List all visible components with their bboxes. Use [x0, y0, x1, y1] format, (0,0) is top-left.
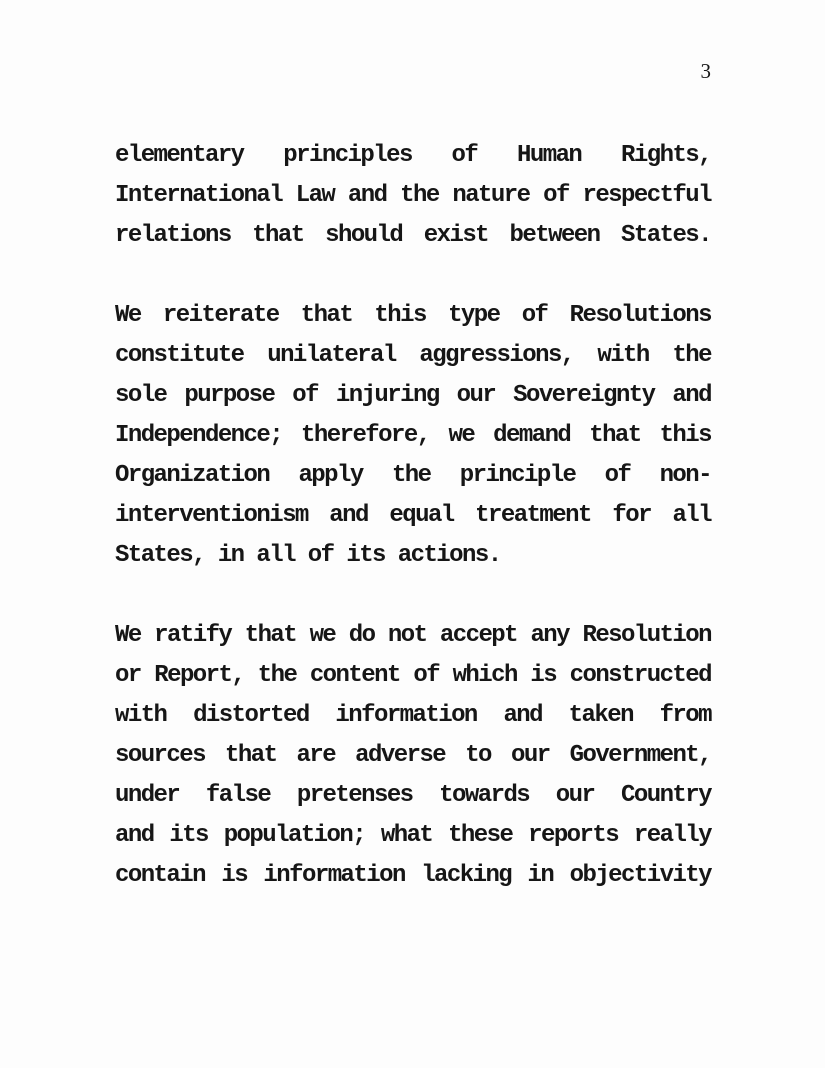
text-line: We ratify that we do not accept any Resolution — [115, 622, 711, 649]
document-body — [115, 136, 711, 896]
text-line: Organization apply the principle of non- — [115, 462, 711, 489]
text-line: and its population; what these reports really — [115, 822, 711, 849]
text-line: International Law and the nature of respectful — [115, 182, 711, 209]
text-line: States, in all of its actions. — [115, 542, 501, 569]
paragraph — [115, 136, 711, 256]
page-number: 3 — [700, 59, 711, 83]
text-line: elementary principles of Human Rights, — [115, 142, 711, 169]
paragraph — [115, 296, 711, 576]
text-line: contain is information lacking in objectivity — [115, 862, 711, 889]
paragraph — [115, 616, 711, 896]
text-line: or Report, the content of which is constructed — [115, 662, 711, 689]
text-line: constitute unilateral aggressions, with the — [115, 342, 711, 369]
text-line: under false pretenses towards our Country — [115, 782, 711, 809]
text-line: Independence; therefore, we demand that this — [115, 422, 711, 449]
text-line: with distorted information and taken from — [115, 702, 711, 729]
text-line: We reiterate that this type of Resolutions — [115, 302, 711, 329]
text-line: sources that are adverse to our Government, — [115, 742, 711, 769]
text-line: interventionism and equal treatment for all — [115, 502, 711, 529]
text-line: relations that should exist between States. — [115, 222, 711, 249]
text-line: sole purpose of injuring our Sovereignty and — [115, 382, 711, 409]
